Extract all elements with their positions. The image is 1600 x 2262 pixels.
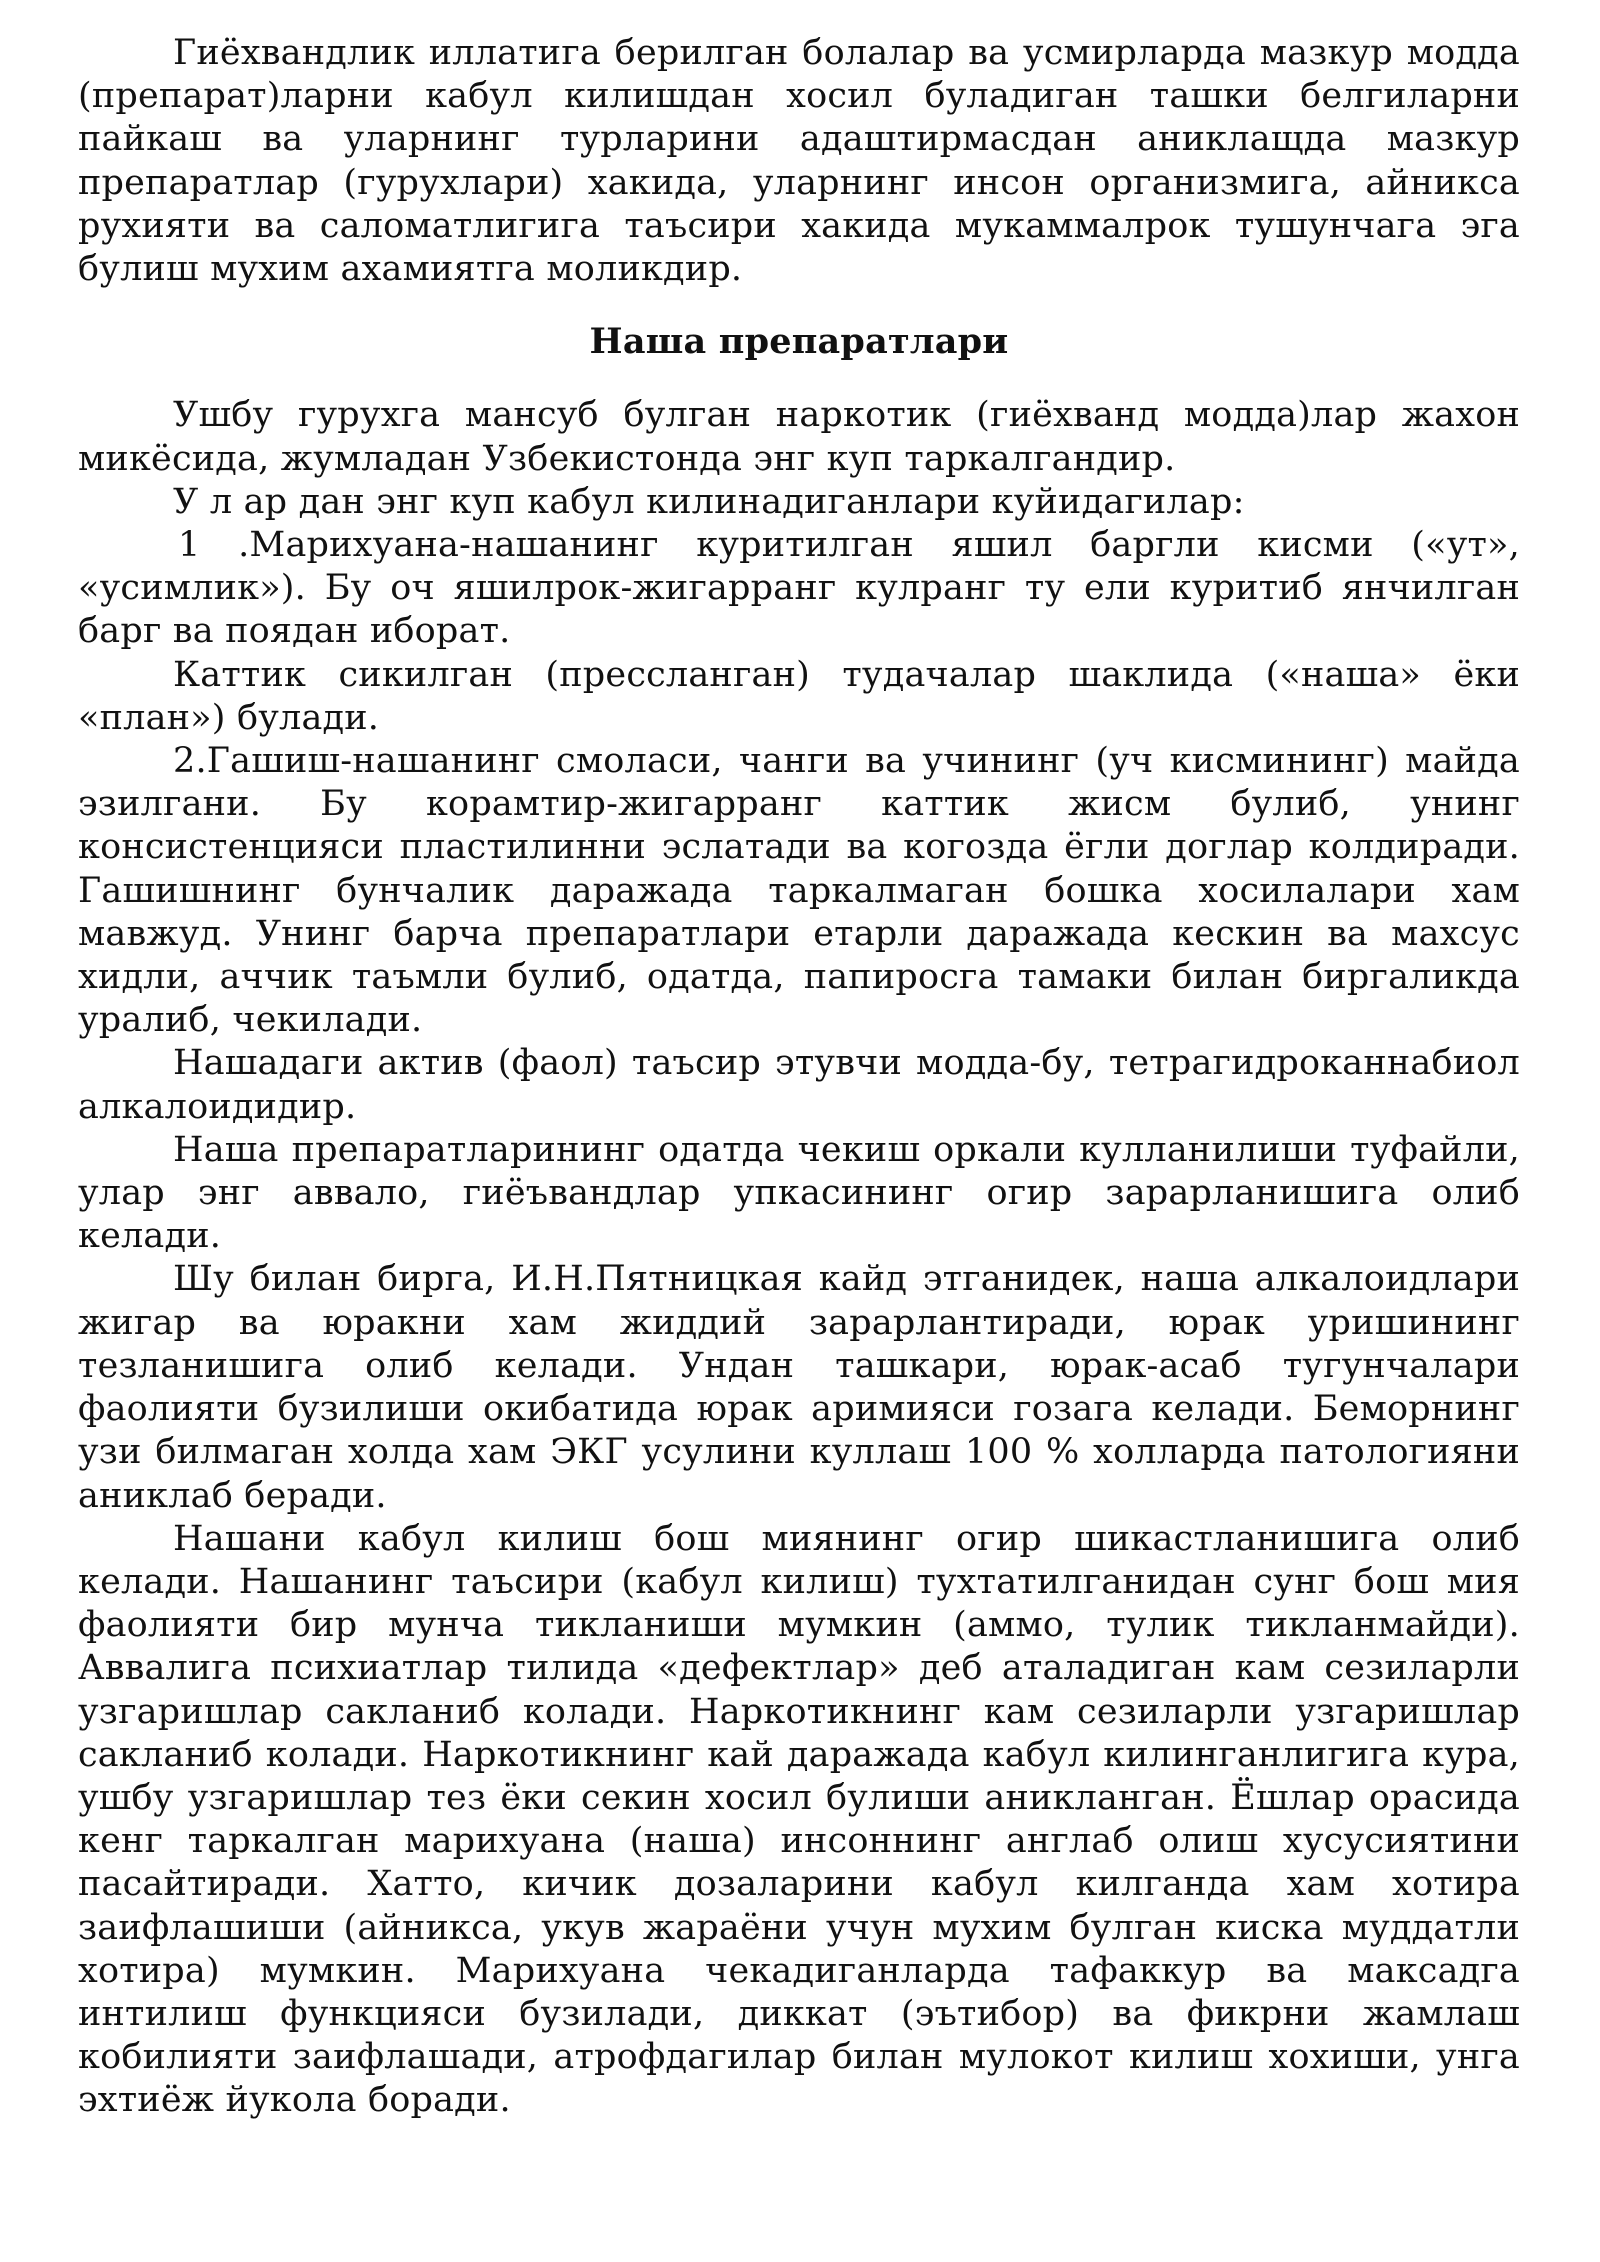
paragraph-pressed-form: Каттик сикилган (прессланган) тудачалар шаклида («наша» ёки «план») булади. xyxy=(78,654,1520,738)
intro-paragraph: Гиёхвандлик иллатига берилган болалар ва усмирларда мазкур модда (препарат)ларни кабул килишдан хосил буладиган ташки белгиларни пайкаш ва уларнинг турларини адаштирмасдан аниклащда мазкур препаратлар (гурухлари) хакида, уларнинг инсон организмига, айникса рухияти ва саломатлигига таъсири хакида мукаммалрок тушунчага эга булиш мухим ахамиятга моликдир. xyxy=(78,33,1520,290)
paragraph-marijuana: 1 .Марихуана-нашанинг куритилган яшил баргли кисми («ут», «усимлик»). Бу оч яшилрок-жигарранг кулранг ту ели куритиб янчилган барг ва поядан иборат. xyxy=(78,525,1520,652)
section-heading: Наша препаратлари xyxy=(589,321,1009,363)
paragraph-distribution: Ушбу гурухга мансуб булган наркотик (гиёхванд модда)лар жахон микёсида, жумладан Узбекистонда энг куп таркалгандир. xyxy=(78,395,1520,479)
paragraph-hashish: 2.Гашиш-нашанинг смоласи, чанги ва учининг (уч кисмининг) майда эзилгани. Бу корамтир-жигарранг каттик жисм булиб, унинг консистенцияси пластилинни эслатади ва когозда ёгли доглар колдиради. Гашишнинг бунчалик даражада таркалмаган бошка хосилалари хам мавжуд. Унинг барча препаратлари етарли даражада кескин ва махсус хидли, аччик таъмли булиб, одатда, папиросга тамаки билан биргаликда уралиб, чекилади. xyxy=(78,741,1520,1041)
paragraph-lung-damage: Наша препаратларининг одатда чекиш оркали кулланилиши туфайли, улар энг аввало, гиёъвандлар упкасининг огир зарарланишига олиб келади. xyxy=(78,1129,1520,1257)
paragraph-active-substance: Нашадаги актив (фаол) таъсир этувчи модда-бу, тетрагидроканнабиол алкалоидидир. xyxy=(78,1043,1520,1127)
paragraph-heart-damage: Шу билан бирга, И.Н.Пятницкая кайд этганидек, наша алкалоидлари жигар ва юракни хам жиддий зарарлантиради, юрак уришининг тезланишига олиб келади. Ундан ташкари, юрак-асаб тугунчалари фаолияти бузилиши окибатида юрак аримияси гозага келади. Беморнинг узи билмаган холда хам ЭКГ усулини куллаш 100 % холларда патологияни аниклаб беради. xyxy=(78,1259,1520,1516)
paragraph-list-intro: У л ар дан энг куп кабул килинадиганлари куйидагилар: xyxy=(173,481,1245,522)
document-page xyxy=(78,32,1520,2123)
paragraph-brain-damage: Нашани кабул килиш бош миянинг огир шикастланишига олиб келади. Нашанинг таъсири (кабул килиш) тухтатилганидан сунг бош мия фаолияти бир мунча тикланиши мумкин (аммо, тулик тикланмайди). Аввалига психиатлар тилида «дефектлар» деб аталадиган кам сезиларли узгаришлар сакланиб колади. Наркотикнинг кам сезиларли узгаришлар сакланиб колади. Наркотикнинг кай даражада кабул килинганлигига кура, ушбу узгаришлар тез ёки секин хосил булиши аникланган. Ёшлар орасида кенг таркалган марихуана (наша) инсоннинг англаб олиш хусусиятини пасайтиради. Хатто, кичик дозаларини кабул килганда хам хотира заифлашиши (айникса, укув жараёни учун мухим булган киска муддатли хотира) мумкин. Марихуана чекадиганларда тафаккур ва максадга интилиш функцияси бузилади, диккат (эътибор) ва фикрни жамлаш кобилияти заифлашади, атрофдагилар билан мулокот килиш хохиши, унга эхтиёж йукола боради. xyxy=(78,1518,1520,2121)
